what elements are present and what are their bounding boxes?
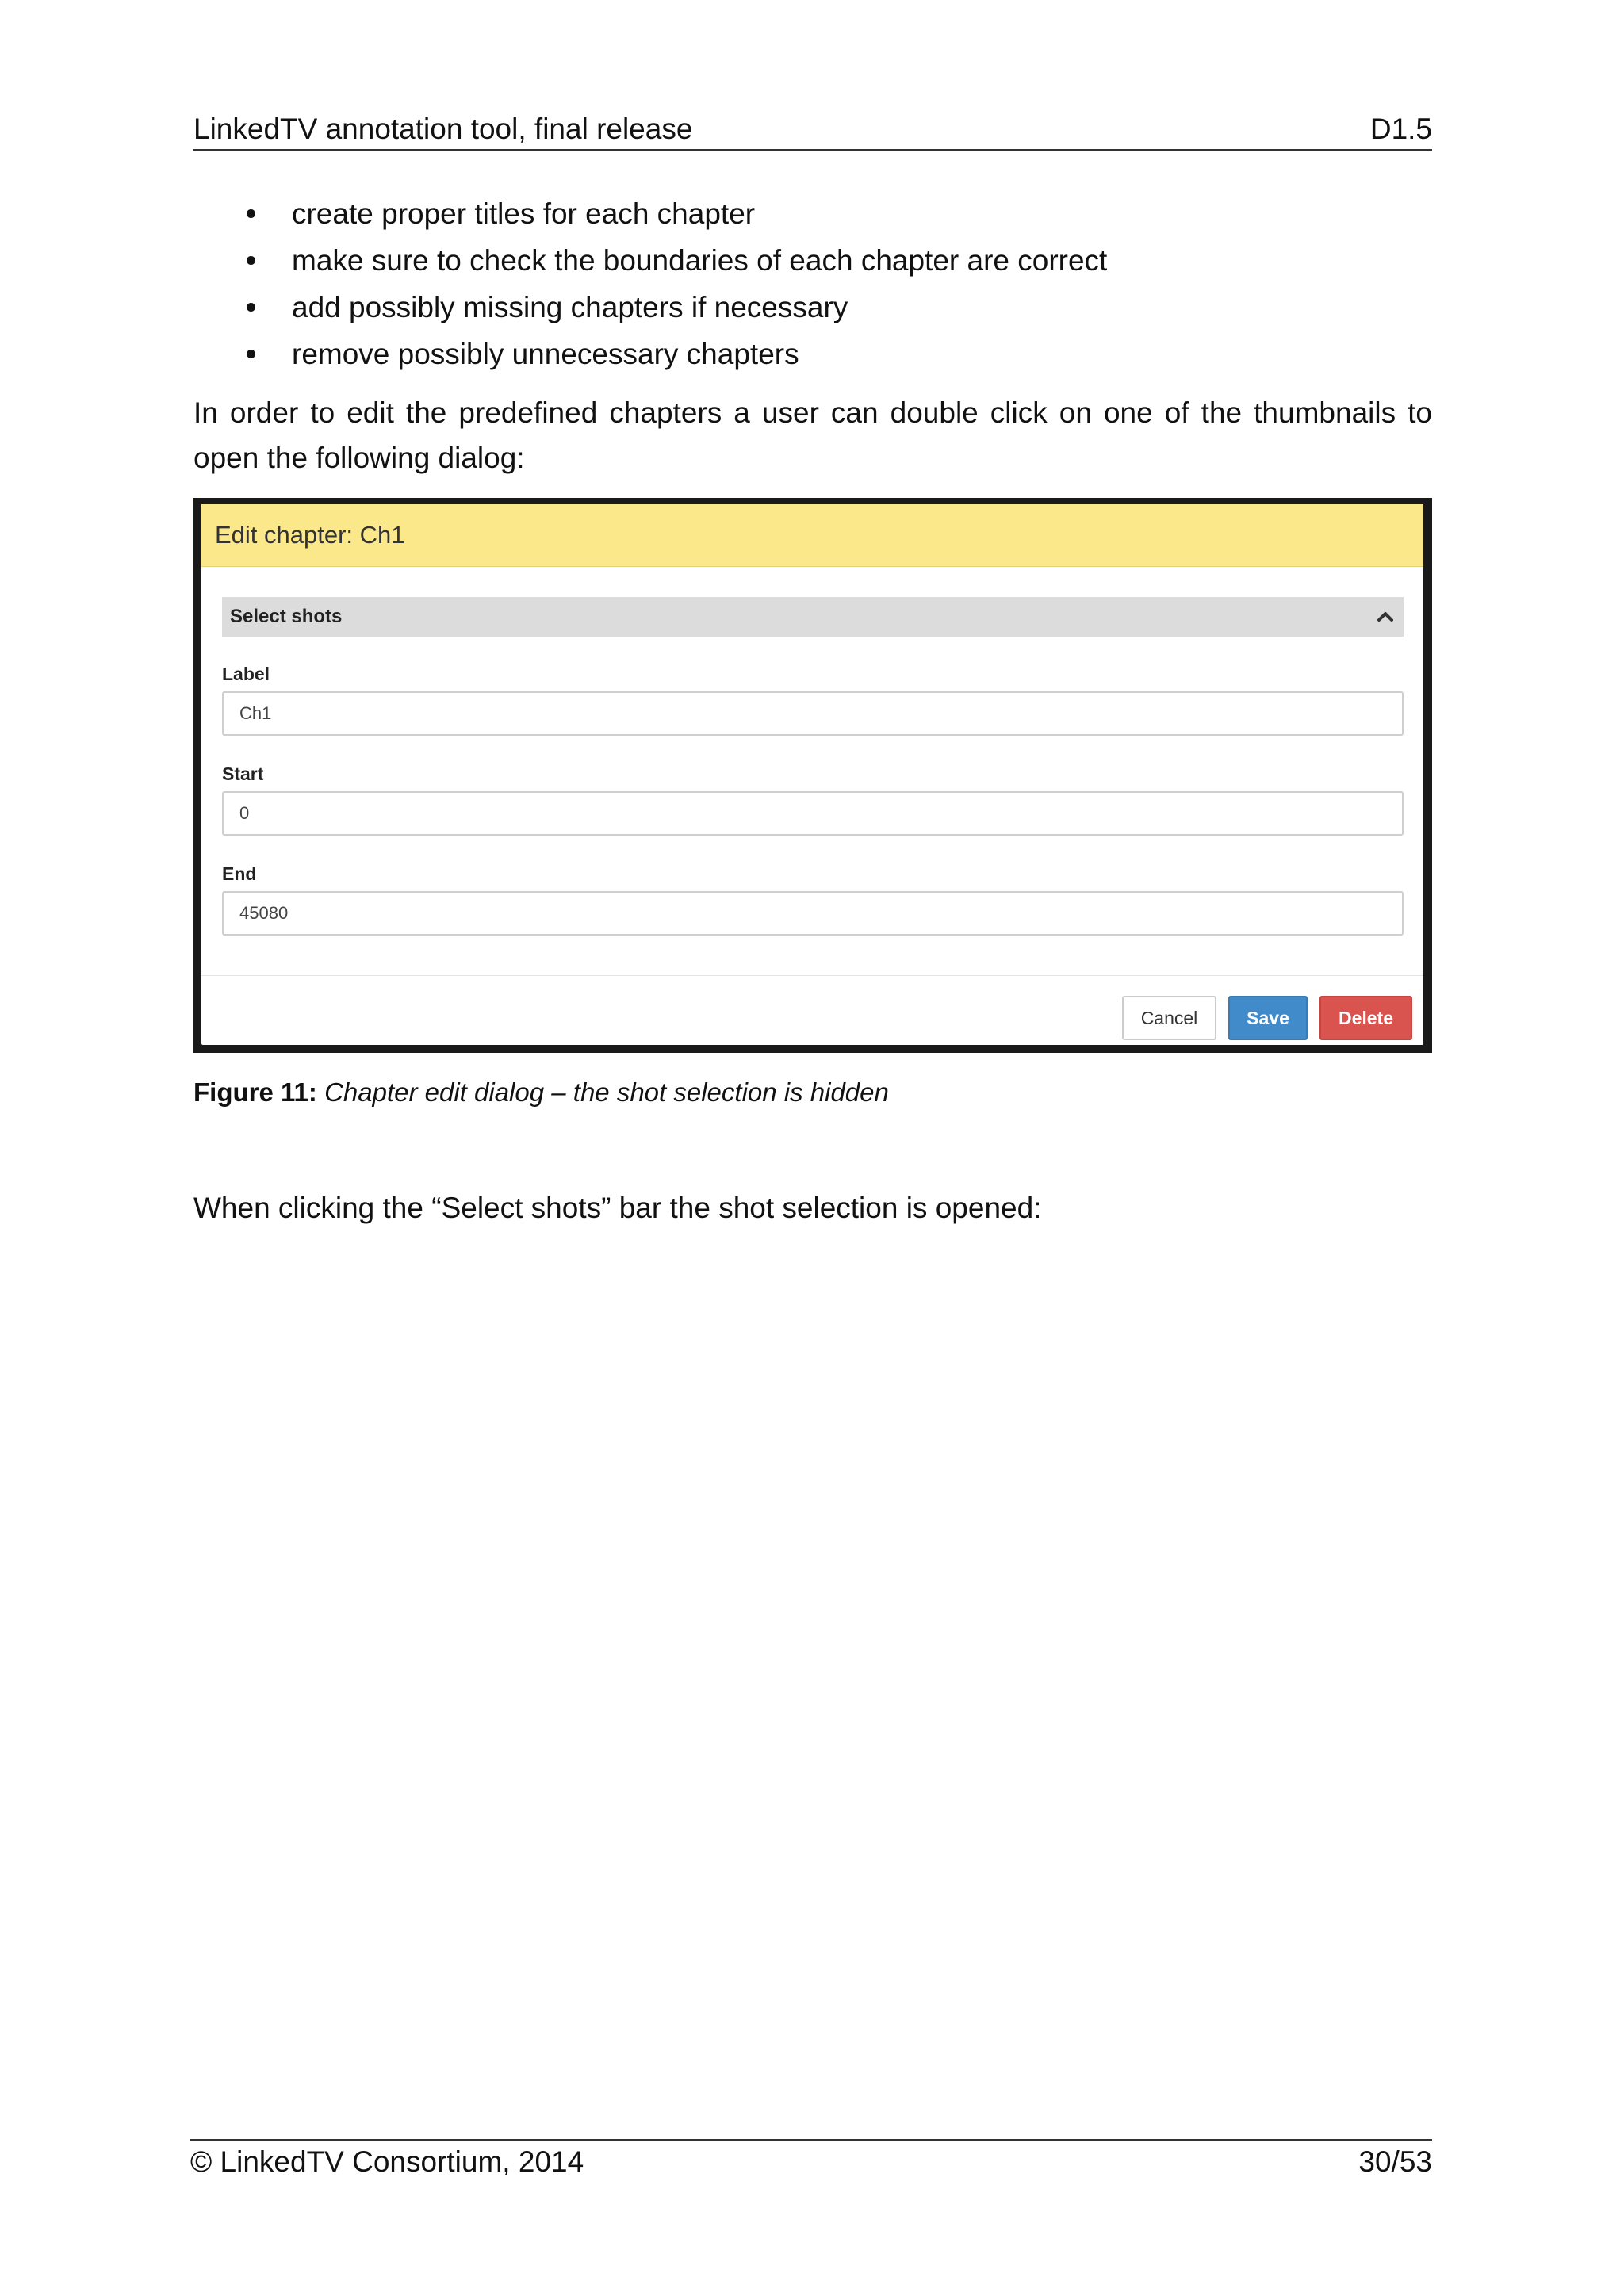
bullet-icon [247, 256, 255, 265]
label-input[interactable] [222, 691, 1404, 736]
page-number: 30/53 [1358, 2145, 1432, 2178]
bullet-list [193, 190, 1432, 377]
label-field-label: Label [222, 664, 270, 684]
page-footer [190, 2139, 1432, 2180]
dialog-title: Edit chapter: Ch1 [215, 521, 405, 549]
document-id: D1.5 [1369, 113, 1432, 145]
figure-caption-text: Chapter edit dialog – the shot selection is hidden [324, 1077, 889, 1107]
bullet-icon [247, 303, 255, 312]
document-title: LinkedTV annotation tool, final release [193, 113, 693, 145]
chevron-up-icon [1377, 608, 1394, 626]
list-item: add possibly missing chapters if necessary [193, 284, 1432, 331]
save-button[interactable]: Save [1228, 996, 1308, 1040]
intro-paragraph: In order to edit the predefined chapters a user can double click on one of the thumbnails to open the following dialog: [193, 396, 1432, 474]
figure-caption [193, 1075, 889, 1110]
select-shots-label: Select shots [230, 606, 343, 627]
list-item: make sure to check the boundaries of each chapter are correct [193, 237, 1432, 284]
dialog-footer-divider [201, 975, 1423, 976]
start-input[interactable] [222, 791, 1404, 836]
list-item: create proper titles for each chapter [193, 190, 1432, 237]
delete-button[interactable]: Delete [1320, 996, 1412, 1040]
select-shots-bar[interactable] [222, 597, 1404, 637]
copyright: © LinkedTV Consortium, 2014 [190, 2145, 584, 2178]
bullet-icon [247, 209, 255, 218]
followup-paragraph: When clicking the “Select shots” bar the shot selection is opened: [193, 1192, 1042, 1224]
end-input[interactable] [222, 891, 1404, 936]
start-field-label: Start [222, 763, 264, 784]
page-header [193, 109, 1432, 151]
cancel-button[interactable]: Cancel [1122, 996, 1216, 1040]
edit-chapter-dialog [201, 504, 1423, 1045]
dialog-screenshot [193, 498, 1432, 1053]
bullet-icon [247, 350, 255, 358]
figure-number: Figure 11: [193, 1077, 317, 1107]
list-item: remove possibly unnecessary chapters [193, 331, 1432, 377]
dialog-header [201, 504, 1423, 567]
end-field-label: End [222, 863, 257, 884]
